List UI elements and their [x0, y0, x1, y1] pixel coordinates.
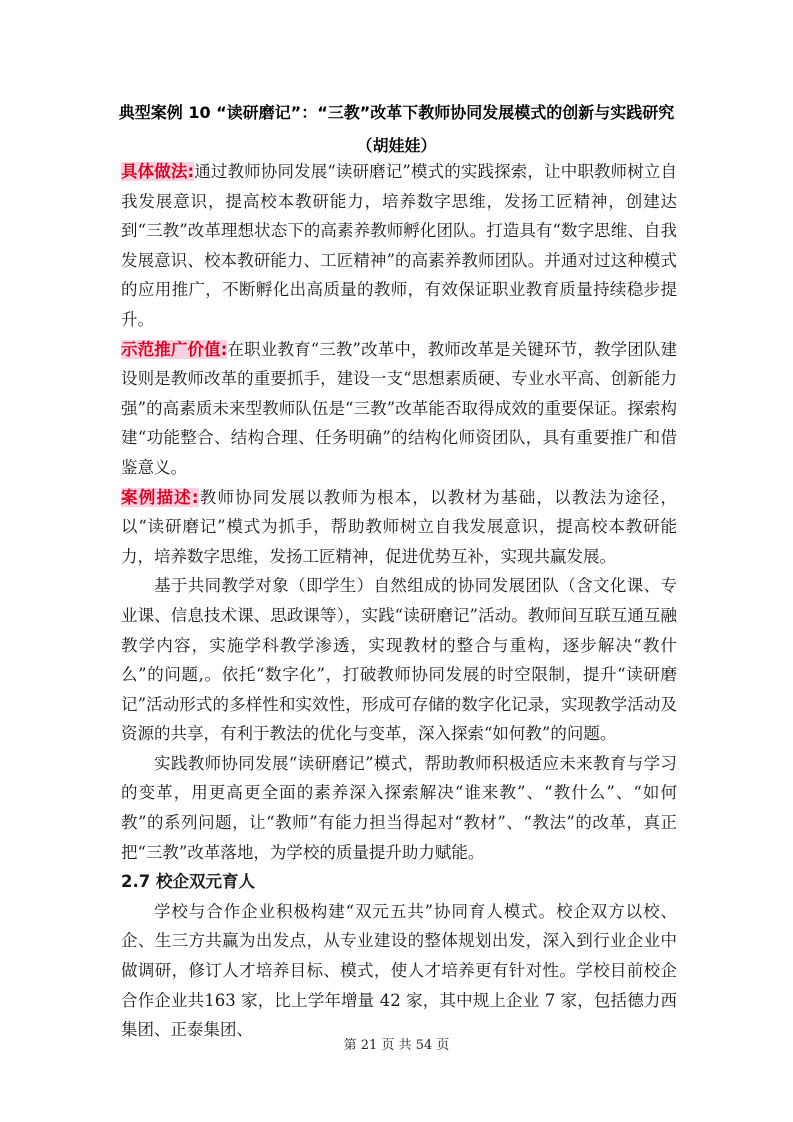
page-number: 第 21 页 共 54 页: [343, 1038, 450, 1053]
paragraph-team: 基于共同教学对象（即学生）自然组成的协同发展团队（含文化课、专业课、信息技术课、思政课等），实践“读研磨记”活动。教师间互联互通互融教学内容，实施学科教学渗透，实现教材的整合与重构，逐步解决“教什么”的问题,。依托“数字化”，打破教师协同发展的时空限制，提升“读研磨记”活动形式的多样性和实效性，形成可存储的数字化记录，实现教学活动及资源的共享，有利于教法的优化与变革，深入探索“如何教”的问题。: [121, 576, 677, 744]
description-label: 案例描述:: [121, 487, 199, 507]
document-body: [121, 157, 677, 1045]
case-author: （胡娃娃）: [356, 136, 437, 155]
description-paragraph: [121, 483, 677, 572]
value-text: 在职业教育“三教”改革中，教师改革是关键环节，教学团队建设则是教师改革的重要抓手，建设一支“思想素质硬、专业水平高、创新能力强”的高素质未来型教师队伍是“三教”改革能否取得成效的重要保证。探索构建“功能整合、结构合理、任务明确”的结构化师资团队，具有重要推广和借鉴意义。: [121, 339, 677, 477]
description-text: 教师协同发展以教师为根本，以教材为基础，以教法为途径，以“读研磨记”模式为抓手，帮助教师树立自我发展意识，提高校本教研能力，培养数字思维，发扬工匠精神，促进优势互补，实现共赢发展。: [121, 487, 678, 566]
section-heading: 2.7 校企双元育人: [121, 872, 255, 892]
practice-label: 具体做法:: [121, 162, 195, 181]
value-label: 示范推广价值:: [121, 339, 228, 359]
paragraph-school-enterprise: 学校与合作企业积极构建“双元五共”协同育人模式。校企双方以校、企、生三方共赢为出发点，从专业建设的整体规划出发，深入到行业企业中做调研，修订人才培养目标、模式，使人才培养更有针对性。学校目前校企合作企业共163 家，比上学年增量 42 家，其中规上企业 7 家，包括德力西集团、正泰集团、: [121, 901, 677, 1040]
practice-paragraph: [121, 157, 677, 335]
value-paragraph: [121, 335, 677, 483]
case-title: 典型案例 10 “读研磨记”：“三教”改革下教师协同发展模式的创新与实践研究: [118, 103, 675, 122]
practice-text: 通过教师协同发展“读研磨记”模式的实践探索，让中职教师树立自我发展意识，提高校本教研能力，培养数字思维，发扬工匠精神，创建达到“三教”改革理想状态下的高素养教师孵化团队。打造具有“数字思维、自我发展意识、校本教研能力、工匠精神”的高素养教师团队。并通对过这种模式的应用推广，不断孵化出高质量的教师，有效保证职业教育质量持续稳步提升。: [121, 162, 677, 329]
paragraph-practice-model: 实践教师协同发展“读研磨记”模式，帮助教师积极适应未来教育与学习的变革，用更高更全面的素养深入探索解决“谁来教”、“教什么”、“如何教”的系列问题，让“教师”有能力担当得起对“教材”、“教法”的改革，真正把“三教”改革落地，为学校的质量提升助力赋能。: [121, 753, 677, 862]
